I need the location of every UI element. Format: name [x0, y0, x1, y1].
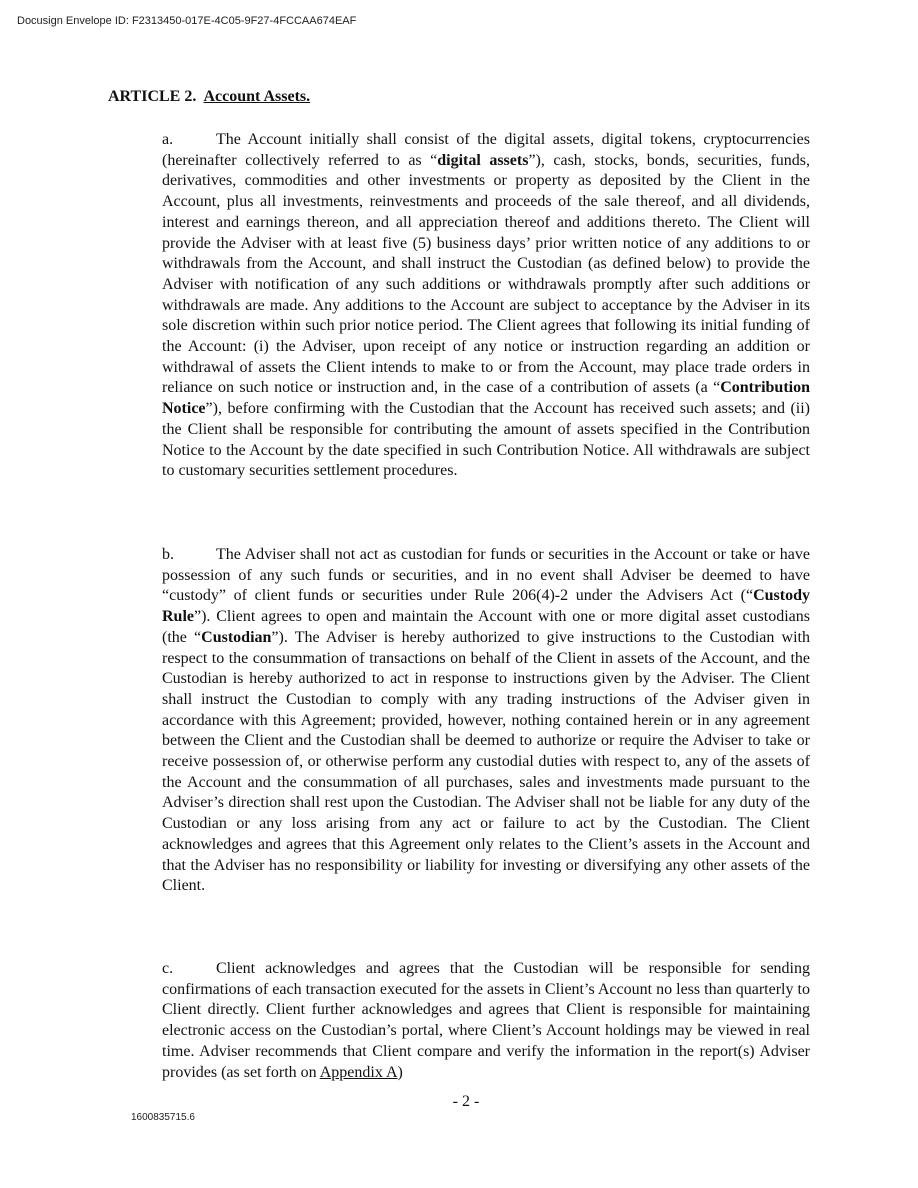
defined-term-custody-rule: Custody Rule: [162, 587, 810, 626]
page-number: - 2 -: [452, 1093, 480, 1110]
defined-term-custodian: Custodian: [201, 628, 272, 646]
paragraph-a-text-2: ”), cash, stocks, bonds, securities, funds, derivatives, commodities and other investments or property as deposited by the Client in the Account, plus all investments, reinvestments and proceeds of the sale thereof, and all dividends, interest and earnings thereon, and all appreciation thereof and additions thereto. The Client will provide the Adviser with at least five (5) business days’ prior written notice of any additions to or withdrawals from the Account, and shall instruct the Custodian (as defined below) to provide the Adviser with notification of any such additions or withdrawals promptly after such additions or withdrawals are made. Any additions to the Account are subject to acceptance by the Adviser in its sole discretion within such prior notice period. The Client agrees that following its initial funding of the Account: (i) the Adviser, upon receipt of any notice or instruction regarding an addition or withdrawal of assets the Client intends to make to or from the Account, may place trade orders in reliance on such notice or instruction and, in the case of a contribution of assets (a “: [162, 151, 811, 397]
document-id: 1600835715.6: [131, 1112, 195, 1123]
appendix-a-reference: Appendix A: [319, 1063, 398, 1081]
paragraph-c-text-1: Client acknowledges and agrees that the Custodian will be responsible for sending confirmations of each transaction executed for the assets in Client’s Account no less than quarterly to Client directly. Client further acknowledges and agrees that Client is responsible for maintaining electronic access on the Custodian’s portal, where Client’s Account holdings may be viewed in real time. Adviser recommends that Client compare and verify the information in the report(s) Adviser provides (as set forth on: [162, 960, 810, 1081]
paragraph-c-label: c.: [162, 960, 174, 977]
paragraph-c: [162, 959, 810, 1083]
paragraph-b-label: b.: [162, 546, 174, 563]
paragraph-b-text-2: ”). Client agrees to open and maintain the Account with one or more digital asset custodians (the “: [162, 608, 810, 646]
paragraph-a: [162, 130, 810, 482]
paragraph-a-label: a.: [162, 131, 174, 148]
paragraph-b-text-3: ”). The Adviser is hereby authorized to give instructions to the Custodian with respect to the consummation of transactions on behalf of the Client in assets of the Account, and the Custodian is hereby authorized to act in response to instructions given by the Adviser. The Client shall instruct the Custodian to comply with any trading instructions of the Adviser given in accordance with this Agreement; provided, however, nothing contained herein or in any agreement between the Client and the Custodian shall be deemed to authorize or require the Adviser to take or receive possession of, or otherwise perform any custodial duties with respect to, any of the assets of the Account and the consummation of all purchases, sales and investments made pursuant to the Adviser’s direction shall rest upon the Custodian. The Adviser shall not be liable for any duty of the Custodian or any loss arising from any act or failure to act by the Custodian. The Client acknowledges and agrees that this Agreement only relates to the Client’s assets in the Account and that the Adviser has no responsibility or liability for investing or diversifying any other assets of the Client.: [162, 628, 810, 895]
defined-term-contribution-notice: Contribution Notice: [162, 379, 810, 418]
paragraph-b: [162, 545, 810, 897]
paragraph-a-text-1: The Account initially shall consist of the digital assets, digital tokens, cryptocurrencies (hereinafter collectively referred to as “: [162, 131, 810, 169]
docusign-envelope-id: Docusign Envelope ID: F2313450-017E-4C05-9F27-4FCCAA674EAF: [17, 15, 357, 27]
article-heading: [108, 88, 310, 106]
paragraph-c-text-2: ): [397, 1063, 403, 1081]
article-title: Account Assets.: [203, 88, 311, 105]
paragraph-b-text-1: The Adviser shall not act as custodian for funds or securities in the Account or take or have possession of any such funds or securities, and in no event shall Adviser be deemed to have “custody” of client funds or securities under Rule 206(4)-2 under the Advisers Act (“: [162, 546, 810, 605]
article-number: ARTICLE 2.: [108, 88, 197, 105]
paragraph-a-text-3: ”), before confirming with the Custodian that the Account has received such assets; and (ii) the Client shall be responsible for contributing the amount of assets specified in the Contribution Notice to the Account by the date specified in such Contribution Notice. All withdrawals are subject to customary securities settlement procedures.: [162, 400, 810, 480]
defined-term-digital-assets: digital assets: [437, 151, 529, 169]
